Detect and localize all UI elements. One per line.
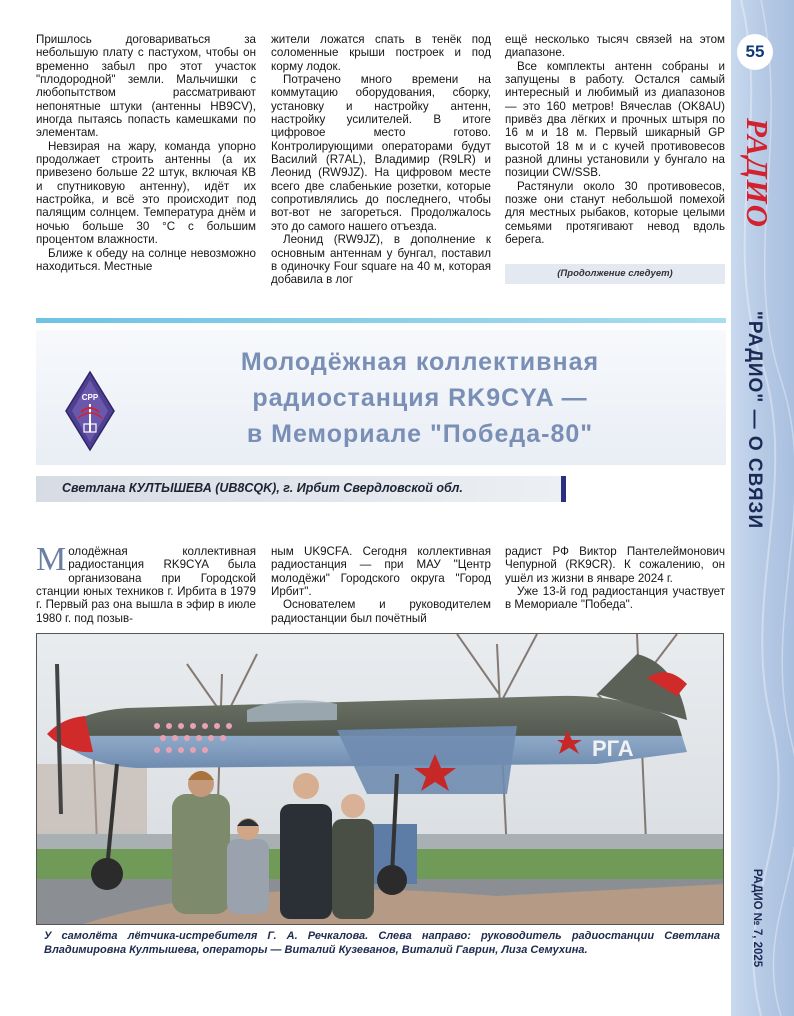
article-author: Светлана КУЛТЫШЕВА (UB8CQK), г. Ирбит Свердловской обл.: [62, 481, 463, 495]
paragraph: Растянули около 30 противовесов, позже они станут небольшой помехой для местных рыбаков, которые целыми семьями протягивают невод вдоль берега.: [505, 179, 725, 247]
paragraph: Леонид (RW9JZ), в дополнение к основным антеннам у бунгал, поставил в одиночку Four square на 40 м, которая добавила в лог: [271, 233, 491, 287]
top-column-1: [36, 33, 256, 273]
paragraph: Потрачено много времени на коммутацию оборудования, сборку, установку и настройку антенн, настройку усилителей. В итоге цифровое место готово. Контролирующими операторами будут Василий (R7AL), Владимир (R9LR) и Леонид (RW9JZ). На цифровом месте всего две слабенькие розетки, которые сопротивлялись до последнего, чтобы вот-вот не загореться. Продолжалось это до самого нашего отъезда.: [271, 73, 491, 233]
paragraph: ещё несколько тысяч связей на этом диапазоне.: [505, 33, 725, 60]
continued-note: (Продолжение следует): [505, 264, 725, 284]
paragraph: Невзирая на жару, команда упорно продолжает строить антенны (а их привезено больше 22 штук, включая КВ и спутниковую антенну), идёт их настройка, и всё это происходит под палящим солнцем. Температура днём и ночью больше 30 °С с большим процентом влажности.: [36, 139, 256, 247]
paragraph: радист РФ Виктор Пантелеймонович Чепурной (RK9CR). К сожалению, он ушёл из жизни в январе 2024 г.: [505, 545, 725, 585]
memorial-photo: [36, 633, 724, 925]
drop-cap: М: [36, 541, 67, 578]
emblem-text: СРР: [81, 393, 99, 402]
page-number: 55: [737, 34, 773, 70]
radio-logo-text: РАДИО: [740, 117, 775, 229]
paragraph: жители ложатся спать в тенёк под соломенные крыши построек и под корму лодок.: [271, 33, 491, 73]
article-column-3: [505, 545, 725, 612]
sidebar-caption: "РАДИО" — О СВЯЗИ: [744, 310, 765, 530]
section-divider: [36, 318, 726, 323]
plane-marking: РГА: [592, 736, 634, 761]
srr-emblem-icon: [64, 370, 116, 452]
article-title: [150, 344, 690, 452]
paragraph: Все комплекты антенн собраны и запущены в работу. Остался самый интересный и любимый из диапазонов — это 160 метров! Вячеслав (OK8AU) привёз два лёгких и прочных штыря по 16 м и 18 м. Первый шикарный GP высотой 18 м и с кучей противовесов разной длины установили у бунгало на позиции CW/SSB.: [505, 59, 725, 180]
top-column-3: [505, 33, 725, 247]
paragraph-text: олодёжная коллективная радиостанция RK9CYA была организована при Городской станции юных техников г. Ирбита в 1979 г. Первый раз она вышла в эфир в июле 1980 г. под позыв-: [36, 545, 256, 625]
paragraph: Пришлось договариваться за небольшую плату с пастухом, чтобы он временно забыл про этот участок "плодородной" земли. Мальчишки с любопытством рассматривают непонятные штуки (антенны HB9CV), иногда пытаясь попасть камешками по элементам.: [36, 33, 256, 140]
photo-illustration: [37, 634, 724, 925]
paragraph: Уже 13-й год радиостанция участвует в Мемориале "Победа".: [505, 585, 725, 612]
title-line: Молодёжная коллективная: [240, 348, 600, 376]
article-column-1: [36, 541, 256, 625]
radio-logo: [737, 88, 777, 258]
article-column-2: [271, 545, 491, 625]
paragraph: ным UK9CFA. Сегодня коллективная радиостанция — при МАУ "Центр молодёжи" Городского округа "Город Ирбит".: [271, 545, 491, 599]
paragraph: Ближе к обеду на солнце невозможно находиться. Местные: [36, 246, 256, 273]
paragraph: Основателем и руководителем радиостанции был почётный: [271, 598, 491, 625]
top-column-2: [271, 33, 491, 287]
title-line: радиостанция RK9CYA —: [252, 384, 588, 412]
issue-label: РАДИО № 7, 2025: [751, 868, 763, 968]
photo-caption: У самолёта лётчика-истребителя Г. А. Речкалова. Слева направо: руководитель радиостанции Светлана Владимировна Култышева, операторы — Виталий Кузеванов, Виталий Гаврин, Лиза Семухина.: [44, 930, 720, 956]
paragraph: [36, 541, 256, 625]
title-line: в Мемориале "Победа-80": [246, 420, 594, 448]
